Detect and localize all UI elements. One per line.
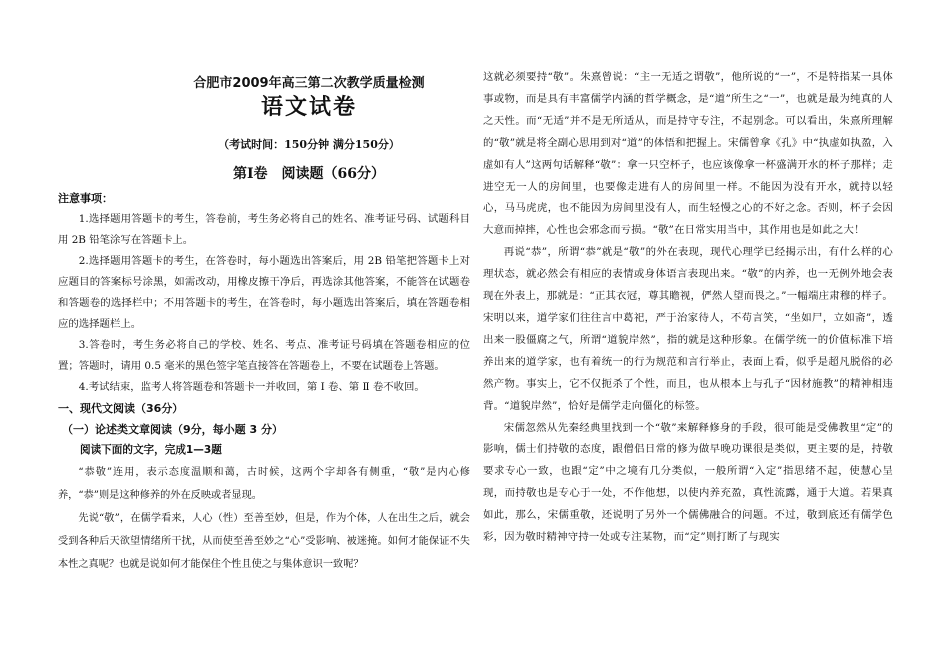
left-column	[58, 0, 470, 658]
note-item: 3.答卷时，考生务必将自己的学校、姓名、考点、准考证号码填在答题卷相应的位置；答题时，请用 0.5 毫米的黑色签字笔直接答在答题卷上，不要在试题卷上答题。	[58, 339, 470, 372]
section-instruction: 阅读下面的文字，完成1—3题	[80, 444, 222, 456]
section-subheading: （一）论述类文章阅读（9分，每小题 3 分）	[62, 423, 283, 436]
section-heading: 一、现代文阅读（36分）	[58, 402, 184, 415]
notes-section	[58, 189, 470, 576]
time-info: （考试时间：150分钟 满分150分）	[218, 138, 400, 151]
subject-title: 语文试卷	[260, 94, 357, 120]
passage-paragraph: 宋儒忽然从先秦经典里找到一个“敬”来解释修身的手段，很可能是受佛教里“定”的影响，儒士们持敬的态度，跟僧侣日常的修为做早晚功课很是类似，更主要的是，持敬要求专心一致，也跟“定”中之境有几分类似，一般所谓“入定”指思绪不起，使慧心呈现，而持敬也是专心于一处，不作他想，以使内养充盈，真性流露，通于大道。若果真如此，那么，宋儒重敬，还说明了另外一个儒佛融合的问题。不过，敬到底还有儒学色彩，因为敬时精神守持一处或专注某物，而“定”则打断了与现实	[483, 421, 893, 544]
note-item: 2.选择题用答题卡的考生，在答卷时，每小题选出答案后，用 2B 铅笔把答题卡上对应题目的答案标号涂黑，如需改动，用橡皮擦干净后，再选涂其他答案，不能答在试题卷和答题卷的选择栏中；不用答题卡的考生，在答卷时，每小题选出答案后，填在答题卷相应的选择题栏上。	[58, 255, 470, 330]
passage-paragraph: “恭敬”连用，表示态度温顺和蔼，古时候，这两个字却各有侧重，“敬”是内心修养，“恭”则是这种修养的外在反映或者显现。	[58, 467, 470, 501]
passage-continued	[483, 67, 893, 549]
passage-paragraph: 先说“敬”，在儒学看来，人心（性）至善至妙，但是，作为个体，人在出生之后，就会受到各种后天欲望情绪所干扰，从而使至善至妙之“心”受影响、被迷掩。如何才能保证不失本性之真呢？也就是说如何才能保住个性且使之与集体意识一致呢？	[58, 513, 470, 570]
passage-paragraph: 再说“恭”，所谓“恭”就是“敬”的外在表现，现代心理学已经揭示出，有什么样的心理状态，就必然会有相应的表情或身体语言表现出来。“敬”的内养，也一无例外地会表现在外表上，那就是：“正其衣冠，尊其瞻视，俨然人望而畏之。”一幅端庄肃穆的样子。宋明以来，道学家们往往言中葛祀，严于治家待人，不苟言笑，“坐如尸，立如斋”，透出来一股僵腐之气，所谓“道貌岸然”，指的就是这种形象。在儒学统一的价值标准下培养出来的道学家，也有着统一的行为规范和言行举止，表面上看，似乎是超凡脱俗的必然产物。事实上，它不仅扼杀了个性，而且，也从根本上与孔子“因材施教”的精神相违背。“道貌岸然”，恰好是儒学走向僵化的标签。	[483, 246, 893, 412]
passage-paragraph: 这就必须要持“敬”。朱熹曾说：“主一无适之谓敬”，他所说的“一”，不是特指某一具体事或物，而是具有丰富儒学内涵的哲学概念，是“道”所生之“一”，也就是最为纯真的人之天性。而“无适”并不是无所适从，而是持守专注，不起别念。可以看出，朱熹所理解的“敬”就是将全副心思用到对“道”的体悟和把握上。宋儒曾拿《孔》中“执虚如执盈，入虚如有人”这两句话解释“敬”：拿一只空杯子，也应该像拿一杯盛满开水的杯子那样；走进空无一人的房间里，也要像走进有人的房间里一样。不能因为没有开水，就持以轻心，马马虎虎，也不能因为房间里没有人，而生轻慢之心的不好之念。否则，杯子会因大意而掉摔，心性也会邪念而亏损。“敬”在日常实用当中，其作用也是如此之大！	[483, 71, 893, 237]
part-title: 第Ⅰ卷 阅读题（66分）	[232, 166, 386, 182]
note-item: 4.考试结束，监考人将答题卷和答题卡一并收回，第 Ⅰ 卷、第 Ⅱ 卷不收回。	[78, 381, 425, 393]
exam-title: 合肥市2009年高三第二次教学质量检测	[193, 76, 425, 91]
notes-label: 注意事项：	[58, 192, 113, 205]
right-column	[483, 0, 893, 658]
note-item: 1.选择题用答题卡的考生，答卷前，考生务必将自己的姓名、准考证号码、试题科目用 2B 铅笔涂写在答题卡上。	[58, 213, 470, 246]
